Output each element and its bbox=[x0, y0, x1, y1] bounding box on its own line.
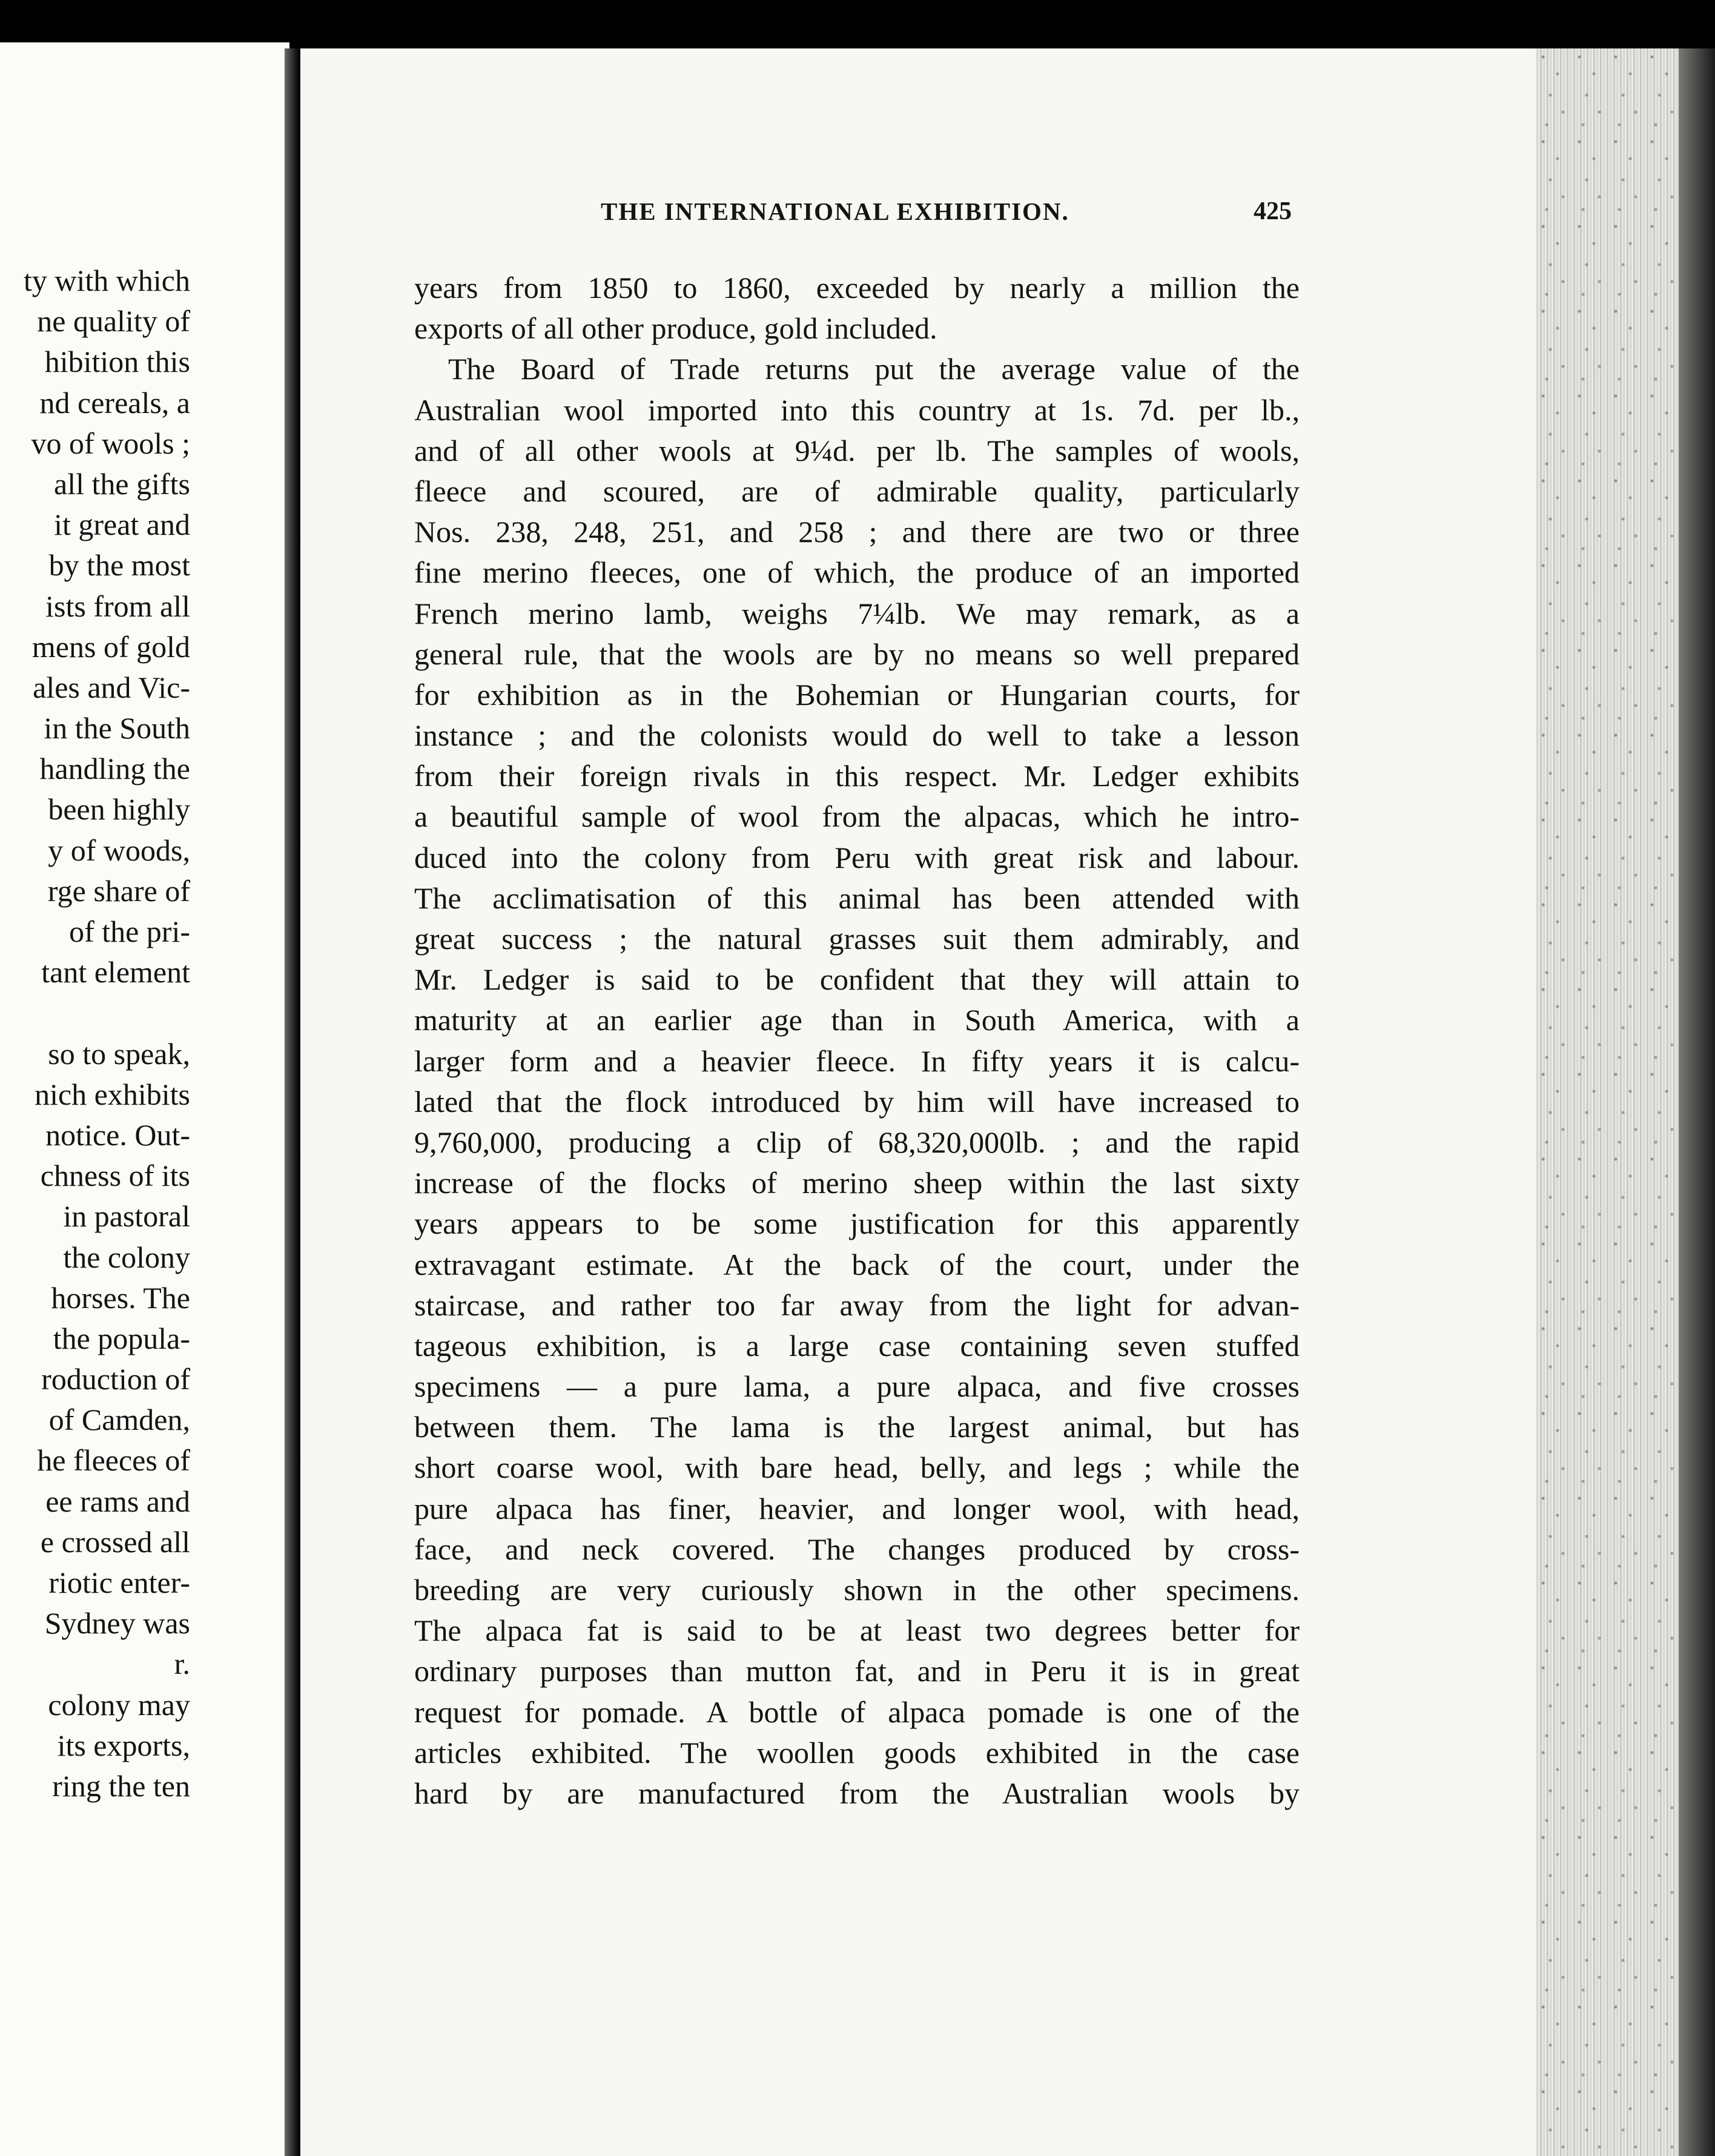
body-line: general rule, that the wools are by no means so well prepared bbox=[414, 637, 1300, 671]
left-line bbox=[0, 993, 190, 1033]
body-line: extravagant estimate. At the back of the court, under the bbox=[414, 1247, 1300, 1281]
body-line: request for pomade. A bottle of alpaca pomade is one of the bbox=[414, 1695, 1300, 1729]
body-line: The Board of Trade returns put the average value of the bbox=[448, 352, 1300, 386]
body-line: maturity at an earlier age than in South America, with a bbox=[414, 1003, 1300, 1037]
body-line: breeding are very curiously shown in the other specimens. bbox=[414, 1573, 1300, 1607]
body-line: between them. The lama is the largest animal, but has bbox=[414, 1410, 1300, 1444]
left-line: all the gifts bbox=[54, 466, 190, 501]
left-line: it great and bbox=[54, 508, 190, 542]
body-line: pure alpaca has finer, heavier, and longer wool, with head, bbox=[414, 1491, 1300, 1526]
body-line: ordinary purposes than mutton fat, and in Peru it is in great bbox=[414, 1654, 1300, 1688]
left-page-fragment bbox=[0, 42, 289, 2156]
left-line: riotic enter- bbox=[48, 1566, 190, 1599]
body-line: Australian wool imported into this country at 1s. 7d. per lb., bbox=[414, 392, 1300, 427]
left-line: Sydney was bbox=[44, 1606, 190, 1641]
left-line: nich exhibits bbox=[35, 1077, 190, 1111]
body-line: a beautiful sample of wool from the alpacas, which he intro- bbox=[414, 799, 1300, 834]
body-line: from their foreign rivals in this respect. Mr. Ledger exhibits bbox=[414, 759, 1300, 793]
left-line: nd cereals, a bbox=[39, 385, 190, 420]
body-line: lated that the flock introduced by him will have increased to bbox=[414, 1084, 1300, 1119]
left-page-text bbox=[0, 260, 190, 1807]
left-line: roduction of bbox=[41, 1362, 190, 1397]
running-head bbox=[300, 197, 1536, 233]
body-line: exports of all other produce, gold included. bbox=[414, 311, 937, 346]
right-page bbox=[300, 48, 1536, 2156]
body-line: 9,760,000, producing a clip of 68,320,000lb. ; and the rapid bbox=[414, 1125, 1300, 1159]
left-line: by the most bbox=[48, 548, 190, 583]
body-line: articles exhibited. The woollen goods exhibited in the case bbox=[414, 1735, 1300, 1770]
left-line: ring the ten bbox=[52, 1768, 190, 1803]
body-line: instance ; and the colonists would do well to take a lesson bbox=[414, 718, 1300, 753]
page-number: 425 bbox=[1254, 197, 1292, 225]
left-line: he fleeces of bbox=[37, 1443, 190, 1478]
body-line: larger form and a heavier fleece. In fifty years it is calcu- bbox=[414, 1043, 1300, 1078]
left-line: notice. Out- bbox=[45, 1117, 190, 1152]
body-line: staircase, and rather too far away from the light for advan- bbox=[414, 1288, 1300, 1322]
left-line: its exports, bbox=[57, 1728, 190, 1762]
body-line: tageous exhibition, is a large case containing seven stuffed bbox=[414, 1328, 1300, 1363]
body-line: Mr. Ledger is said to be confident that they will attain to bbox=[414, 962, 1300, 997]
left-line: ee rams and bbox=[45, 1484, 190, 1518]
body-line: years appears to be some justification for this apparently bbox=[414, 1206, 1300, 1241]
left-line: of Camden, bbox=[48, 1403, 190, 1437]
left-line: handling the bbox=[39, 752, 190, 786]
body-line: great success ; the natural grasses suit them admirably, and bbox=[414, 922, 1300, 956]
body-line: The acclimatisation of this animal has been attended with bbox=[414, 881, 1300, 915]
body-line: specimens — a pure lama, a pure alpaca, and five crosses bbox=[414, 1369, 1300, 1404]
left-line: e crossed all bbox=[40, 1524, 190, 1559]
left-line: r. bbox=[174, 1647, 190, 1681]
body-line: short coarse wool, with bare head, belly, and legs ; while the bbox=[414, 1450, 1300, 1485]
body-line: duced into the colony from Peru with great risk and labour. bbox=[414, 840, 1300, 875]
body-line: French merino lamb, weighs 7¼lb. We may remark, as a bbox=[414, 596, 1300, 630]
running-head-title: THE INTERNATIONAL EXHIBITION. bbox=[601, 197, 1069, 225]
left-line: ists from all bbox=[45, 589, 190, 623]
left-line: so to speak, bbox=[48, 1036, 190, 1071]
left-line: ales and Vic- bbox=[33, 670, 190, 704]
body-line: for exhibition as in the Bohemian or Hungarian courts, for bbox=[414, 677, 1300, 712]
left-line: tant element bbox=[41, 955, 190, 990]
body-line: and of all other wools at 9¼d. per lb. The samples of wools, bbox=[414, 433, 1300, 468]
body-line: years from 1850 to 1860, exceeded by nearly a million the bbox=[414, 271, 1300, 305]
edge-shadow bbox=[1679, 48, 1715, 2156]
fore-edge-speckle bbox=[1536, 48, 1679, 2156]
left-line: mens of gold bbox=[31, 629, 190, 664]
left-line: been highly bbox=[48, 792, 190, 827]
left-line: the popula- bbox=[53, 1321, 190, 1355]
left-line: horses. The bbox=[51, 1280, 190, 1315]
page-fore-edge bbox=[1536, 48, 1679, 2156]
left-line: in pastoral bbox=[63, 1199, 190, 1234]
body-text bbox=[414, 268, 1300, 1814]
left-line: rge share of bbox=[47, 873, 190, 908]
left-line: ty with which bbox=[24, 263, 190, 297]
left-line: ne quality of bbox=[37, 304, 190, 339]
left-line: of the pri- bbox=[69, 914, 190, 948]
body-line: The alpaca fat is said to be at least two degrees better for bbox=[414, 1613, 1300, 1648]
left-line: chness of its bbox=[40, 1159, 190, 1193]
left-line: in the South bbox=[44, 711, 190, 746]
body-line: increase of the flocks of merino sheep within the last sixty bbox=[414, 1166, 1300, 1200]
left-line: y of woods, bbox=[48, 833, 190, 867]
body-line: fine merino fleeces, one of which, the produce of an imported bbox=[414, 555, 1300, 590]
left-line: vo of wools ; bbox=[31, 426, 190, 460]
body-line: face, and neck covered. The changes produced by cross- bbox=[414, 1532, 1300, 1566]
body-line: Nos. 238, 248, 251, and 258 ; and there are two or three bbox=[414, 515, 1300, 549]
body-line: hard by are manufactured from the Australian wools by bbox=[414, 1776, 1300, 1810]
left-line: hibition this bbox=[44, 345, 190, 379]
body-line: fleece and scoured, are of admirable quality, particularly bbox=[414, 474, 1300, 508]
left-line: colony may bbox=[48, 1687, 190, 1722]
left-line: the colony bbox=[63, 1240, 190, 1274]
